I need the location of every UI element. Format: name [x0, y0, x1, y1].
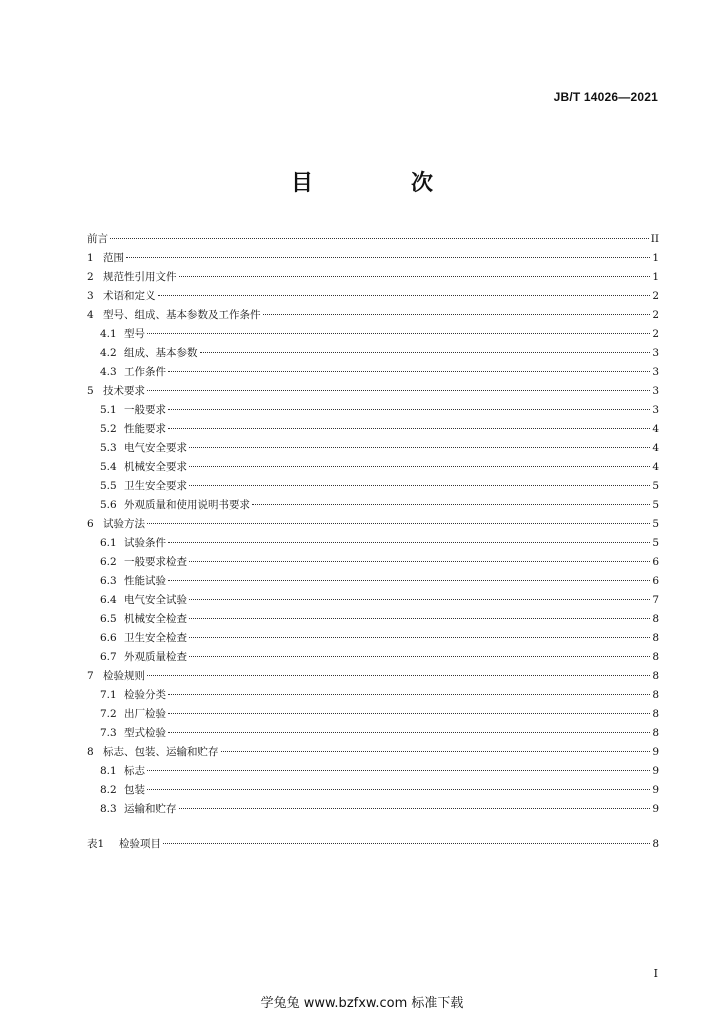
- toc-entry-label: 型式检验: [124, 727, 166, 739]
- toc-entry-page: 2: [652, 309, 659, 321]
- toc-entry-page: 5: [652, 518, 659, 530]
- toc-entry-page: 8: [652, 670, 659, 682]
- dot-leader: [168, 359, 650, 372]
- dot-leader: [147, 663, 650, 676]
- toc-entry-page: 6: [652, 556, 659, 568]
- toc-entry-number: 8.3: [100, 803, 117, 815]
- dot-leader: [147, 777, 650, 790]
- toc-entry-page: 2: [652, 290, 659, 302]
- toc-entry-number: 4: [87, 309, 94, 321]
- toc-entry-page: 8: [652, 727, 659, 739]
- toc-entry-number: 6.3: [100, 575, 117, 587]
- dot-leader: [147, 511, 650, 524]
- dot-leader: [179, 264, 651, 277]
- toc-entry-number: 6.1: [100, 537, 117, 549]
- dot-leader: [168, 397, 650, 410]
- toc-entry-label: 试验方法: [103, 518, 145, 530]
- toc-entry-page: 1: [652, 252, 659, 264]
- dot-leader: [189, 435, 650, 448]
- toc-entry-page: 5: [652, 499, 659, 511]
- toc-entry-label: 标志、包装、运输和贮存: [103, 746, 219, 758]
- toc-entry-label: 包装: [124, 784, 145, 796]
- toc-entry-number: 表1: [87, 838, 105, 850]
- toc-entry-number: 5.6: [100, 499, 117, 511]
- toc-entry[interactable]: [87, 834, 659, 853]
- dot-leader: [168, 720, 650, 733]
- toc-entry-page: II: [650, 233, 659, 245]
- toc-entry-label: 技术要求: [103, 385, 145, 397]
- dot-leader: [168, 416, 650, 429]
- toc-entry-page: 3: [652, 347, 659, 359]
- page-number: I: [653, 967, 658, 980]
- toc-entry-label: 规范性引用文件: [103, 271, 177, 283]
- toc-entry-label: 检验分类: [124, 689, 166, 701]
- toc-entry-page: 8: [652, 651, 659, 663]
- toc-entry-page: 4: [652, 442, 659, 454]
- toc-entry-number: 6.2: [100, 556, 117, 568]
- dot-leader: [126, 245, 650, 258]
- toc-entry-number: 5.1: [100, 404, 117, 416]
- dot-leader: [158, 283, 651, 296]
- toc-entry-page: 8: [652, 632, 659, 644]
- dot-leader: [189, 587, 650, 600]
- toc-entry-page: 3: [652, 366, 659, 378]
- dot-leader: [221, 739, 651, 752]
- toc-entry-label: 组成、基本参数: [124, 347, 198, 359]
- toc-entry-label: 工作条件: [124, 366, 166, 378]
- toc-entry-page: 3: [652, 385, 659, 397]
- toc-entry-number: 6.7: [100, 651, 117, 663]
- dot-leader: [189, 454, 650, 467]
- toc-entry-page: 4: [652, 423, 659, 435]
- toc-entry-page: 5: [652, 480, 659, 492]
- toc-entry-number: 4.2: [100, 347, 117, 359]
- toc-entry-label: 机械安全检查: [124, 613, 187, 625]
- toc-entry-label: 一般要求: [124, 404, 166, 416]
- toc-entry-label: 机械安全要求: [124, 461, 187, 473]
- toc-entry-page: 8: [652, 613, 659, 625]
- dot-leader: [189, 549, 650, 562]
- toc-entry-label: 运输和贮存: [124, 803, 177, 815]
- toc-entry-page: 8: [652, 689, 659, 701]
- toc-entry-number: 8.2: [100, 784, 117, 796]
- toc-entry-number: 8: [87, 746, 94, 758]
- dot-leader: [168, 682, 650, 695]
- dot-leader: [263, 302, 651, 315]
- toc-entry-label: 标志: [124, 765, 145, 777]
- toc-entry-number: 5.3: [100, 442, 117, 454]
- toc-entry-number: 6: [87, 518, 94, 530]
- toc-entry-label: 卫生安全检查: [124, 632, 187, 644]
- toc-entry-number: 5.5: [100, 480, 117, 492]
- toc-entry-label: 外观质量和使用说明书要求: [124, 499, 250, 511]
- toc-entry-label: 前言: [87, 233, 108, 245]
- toc-entry-page: 9: [652, 746, 659, 758]
- dot-leader: [168, 568, 650, 581]
- dot-leader: [252, 492, 650, 505]
- dot-leader: [147, 321, 650, 334]
- toc-entry-number: 3: [87, 290, 94, 302]
- toc-entry-label: 电气安全试验: [124, 594, 187, 606]
- toc-entry-label: 性能要求: [124, 423, 166, 435]
- dot-leader: [189, 473, 650, 486]
- toc-entry-label: 范围: [103, 252, 124, 264]
- toc-entry-page: 3: [652, 404, 659, 416]
- toc-entry-label: 性能试验: [124, 575, 166, 587]
- toc-entry-label: 一般要求检查: [124, 556, 187, 568]
- toc-entry-page: 9: [652, 784, 659, 796]
- footer-watermark: 学兔兔 www.bzfxw.com 标准下载: [260, 996, 464, 1011]
- dot-leader: [189, 606, 650, 619]
- table-of-contents: [87, 229, 659, 853]
- toc-entry-number: 5.4: [100, 461, 117, 473]
- dot-leader: [200, 340, 651, 353]
- toc-entry-number: 6.6: [100, 632, 117, 644]
- dot-leader: [110, 226, 649, 239]
- standard-number: JB/T 14026—2021: [553, 90, 658, 104]
- toc-entry-label: 检验项目: [119, 838, 161, 850]
- toc-entry-number: 7.1: [100, 689, 117, 701]
- toc-entry[interactable]: [87, 799, 659, 818]
- toc-entry-label: 试验条件: [124, 537, 166, 549]
- toc-entry-number: 8.1: [100, 765, 117, 777]
- toc-entry-number: 4.1: [100, 328, 117, 340]
- toc-entry-number: 7.3: [100, 727, 117, 739]
- dot-leader: [179, 796, 651, 809]
- toc-entry-page: 8: [652, 708, 659, 720]
- toc-entry-page: 7: [652, 594, 659, 606]
- dot-leader: [168, 530, 650, 543]
- toc-entry-number: 6.4: [100, 594, 117, 606]
- toc-entry-page: 9: [652, 803, 659, 815]
- toc-entry-page: 5: [652, 537, 659, 549]
- toc-entry-label: 型号: [124, 328, 145, 340]
- dot-leader: [163, 831, 650, 844]
- toc-entry-number: 5: [87, 385, 94, 397]
- toc-entry-page: 9: [652, 765, 659, 777]
- dot-leader: [147, 758, 650, 771]
- toc-entry-label: 出厂检验: [124, 708, 166, 720]
- dot-leader: [189, 625, 650, 638]
- toc-entry-label: 外观质量检查: [124, 651, 187, 663]
- page-title: 目 次: [290, 171, 471, 196]
- toc-entry-number: 1: [87, 252, 94, 264]
- toc-entry-label: 检验规则: [103, 670, 145, 682]
- toc-entry-label: 电气安全要求: [124, 442, 187, 454]
- toc-entry-page: 1: [652, 271, 659, 283]
- toc-entry-page: 6: [652, 575, 659, 587]
- toc-entry-label: 卫生安全要求: [124, 480, 187, 492]
- toc-entry-page: 8: [652, 838, 659, 850]
- toc-entry-number: 4.3: [100, 366, 117, 378]
- dot-leader: [189, 644, 650, 657]
- toc-entry-page: 4: [652, 461, 659, 473]
- toc-entry-page: 2: [652, 328, 659, 340]
- toc-entry-label: 术语和定义: [103, 290, 156, 302]
- toc-entry-number: 5.2: [100, 423, 117, 435]
- dot-leader: [168, 701, 650, 714]
- toc-entry-label: 型号、组成、基本参数及工作条件: [103, 309, 261, 321]
- dot-leader: [147, 378, 650, 391]
- toc-entry-number: 6.5: [100, 613, 117, 625]
- toc-entry-number: 7: [87, 670, 94, 682]
- toc-entry-number: 7.2: [100, 708, 117, 720]
- toc-entry-number: 2: [87, 271, 94, 283]
